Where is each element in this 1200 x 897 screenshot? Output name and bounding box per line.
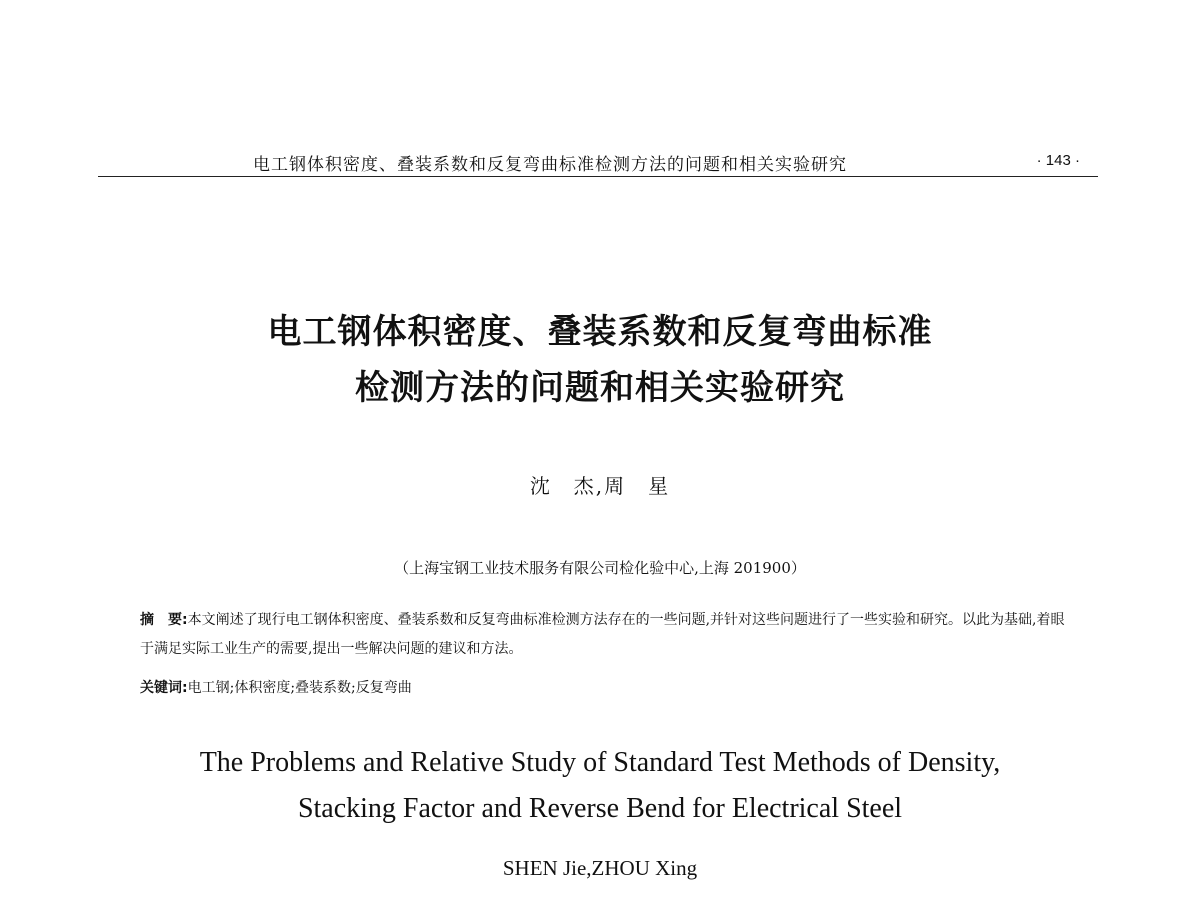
chinese-authors: 沈 杰,周 星 [529,474,671,498]
abstract [140,606,1065,664]
english-title-line-2: Stacking Factor and Reverse Bend for Electrical Steel [297,793,903,824]
english-title-line-1: The Problems and Relative Study of Standard Test Methods of Density, [199,747,1001,778]
chinese-title-line-1: 电工钢体积密度、叠装系数和反复弯曲标准 [267,312,933,352]
english-authors: SHEN Jie,ZHOU Xing [502,856,698,880]
affiliation: （上海宝钢工业技术服务有限公司检化验中心,上海 201900） [394,559,806,577]
page-number: · 143 · [1036,152,1080,169]
keywords-text: 电工钢;体积密度;叠装系数;反复弯曲 [187,680,412,696]
english-title [100,740,1100,832]
chinese-title [100,304,1100,416]
keywords [140,678,1065,698]
running-title: 电工钢体积密度、叠装系数和反复弯曲标准检测方法的问题和相关实验研究 [253,155,847,175]
keywords-label: 关键词: [140,680,188,696]
running-header [98,146,1098,177]
abstract-text: 本文阐述了现行电工钢体积密度、叠装系数和反复弯曲标准检测方法存在的一些问题,并针对这些问题进行了一些实验和研究。以此为基础,着眼于满足实际工业生产的需要,提出一些解决问题的建议和方法。 [140,612,1065,657]
chinese-title-line-2: 检测方法的问题和相关实验研究 [355,368,845,408]
abstract-label: 摘 要: [140,612,188,628]
